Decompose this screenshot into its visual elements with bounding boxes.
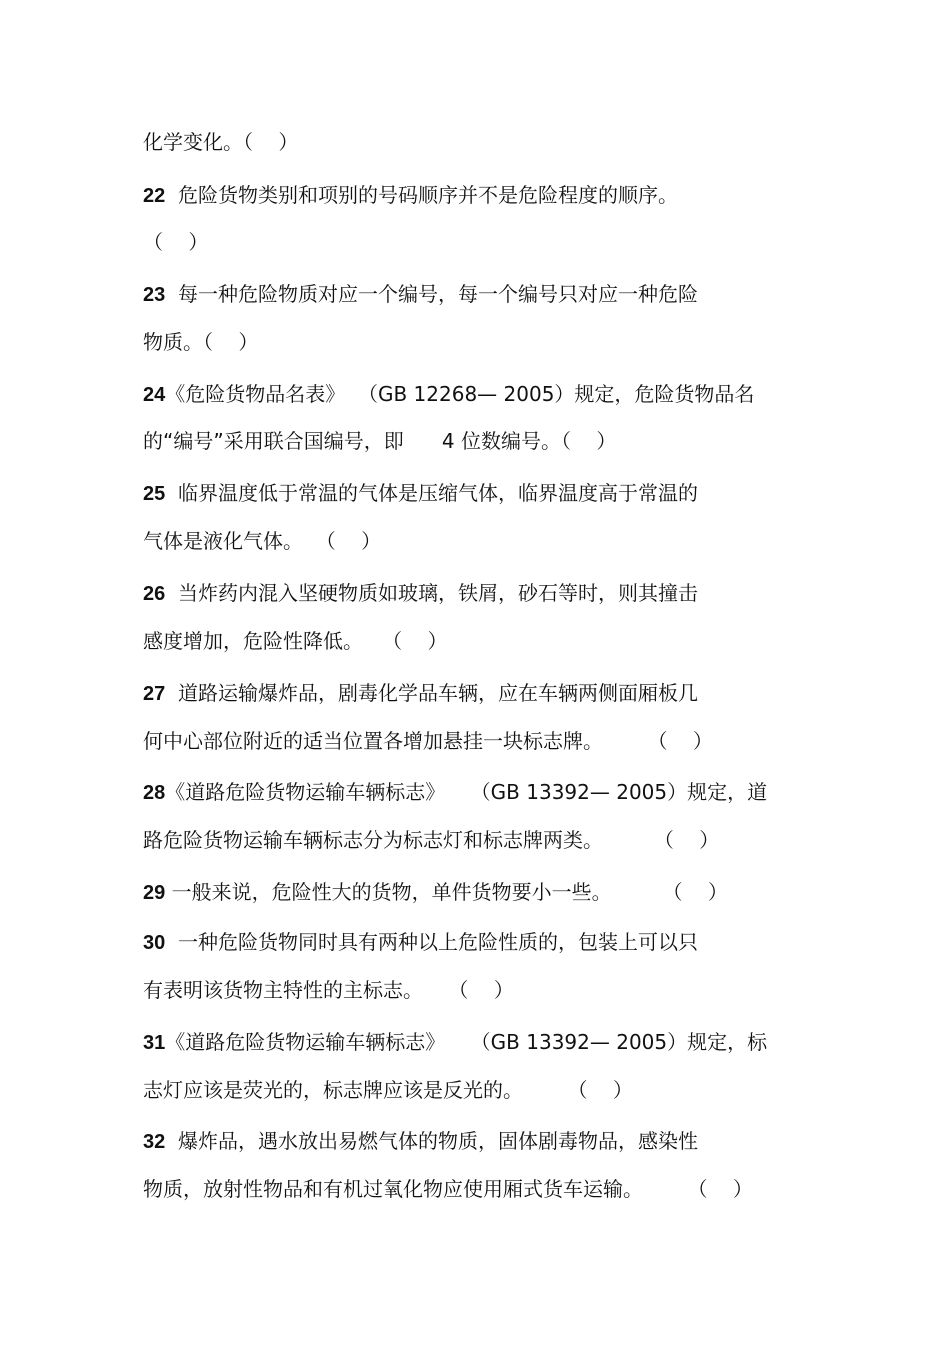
question-32-cont: 物质，放射性物品和有机过氧化物应使用厢式货车运输。 （ ） — [143, 1177, 753, 1201]
question-30-cont: 有表明该货物主特性的主标志。 （ ） — [143, 978, 514, 1002]
question-27-cont: 何中心部位附近的适当位置各增加悬挂一块标志牌。 （ ） — [143, 729, 713, 753]
question-25-cont: 气体是液化气体。 （ ） — [143, 529, 382, 553]
question-32: 32 爆炸品，遇水放出易燃气体的物质，固体剧毒物品，感染性 — [143, 1129, 698, 1153]
question-24-cont: 的“编号”采用联合国编号，即 4 位数编号。（ ） — [143, 429, 617, 453]
question-24: 24《危险货物品名表》 （GB 12268— 2005）规定，危险货物品名 — [143, 382, 755, 406]
question-23-cont: 物质。（ ） — [143, 330, 259, 354]
line-1: 化学变化。（ ） — [143, 130, 299, 154]
question-28: 28《道路危险货物运输车辆标志》 （GB 13392— 2005）规定，道 — [143, 780, 768, 804]
question-26: 26 当炸药内混入坚硬物质如玻璃，铁屑，砂石等时，则其撞击 — [143, 581, 698, 605]
question-23: 23 每一种危险物质对应一个编号，每一个编号只对应一种危险 — [143, 282, 698, 306]
question-31: 31《道路危险货物运输车辆标志》 （GB 13392— 2005）规定，标 — [143, 1030, 768, 1054]
question-30: 30 一种危险货物同时具有两种以上危险性质的，包装上可以只 — [143, 930, 698, 954]
question-28-cont: 路危险货物运输车辆标志分为标志灯和标志牌两类。 （ ） — [143, 828, 720, 852]
question-27: 27 道路运输爆炸品，剧毒化学品车辆，应在车辆两侧面厢板几 — [143, 681, 698, 705]
question-25: 25 临界温度低于常温的气体是压缩气体，临界温度高于常温的 — [143, 481, 698, 505]
question-26-cont: 感度增加，危险性降低。 （ ） — [143, 629, 448, 653]
question-31-cont: 志灯应该是荧光的，标志牌应该是反光的。 （ ） — [143, 1078, 633, 1102]
question-22: 22 危险货物类别和项别的号码顺序并不是危险程度的顺序。 — [143, 183, 678, 207]
question-29: 29 一般来说，危险性大的货物，单件货物要小一些。 （ ） — [143, 880, 728, 904]
question-22-cont: （ ） — [143, 230, 209, 254]
